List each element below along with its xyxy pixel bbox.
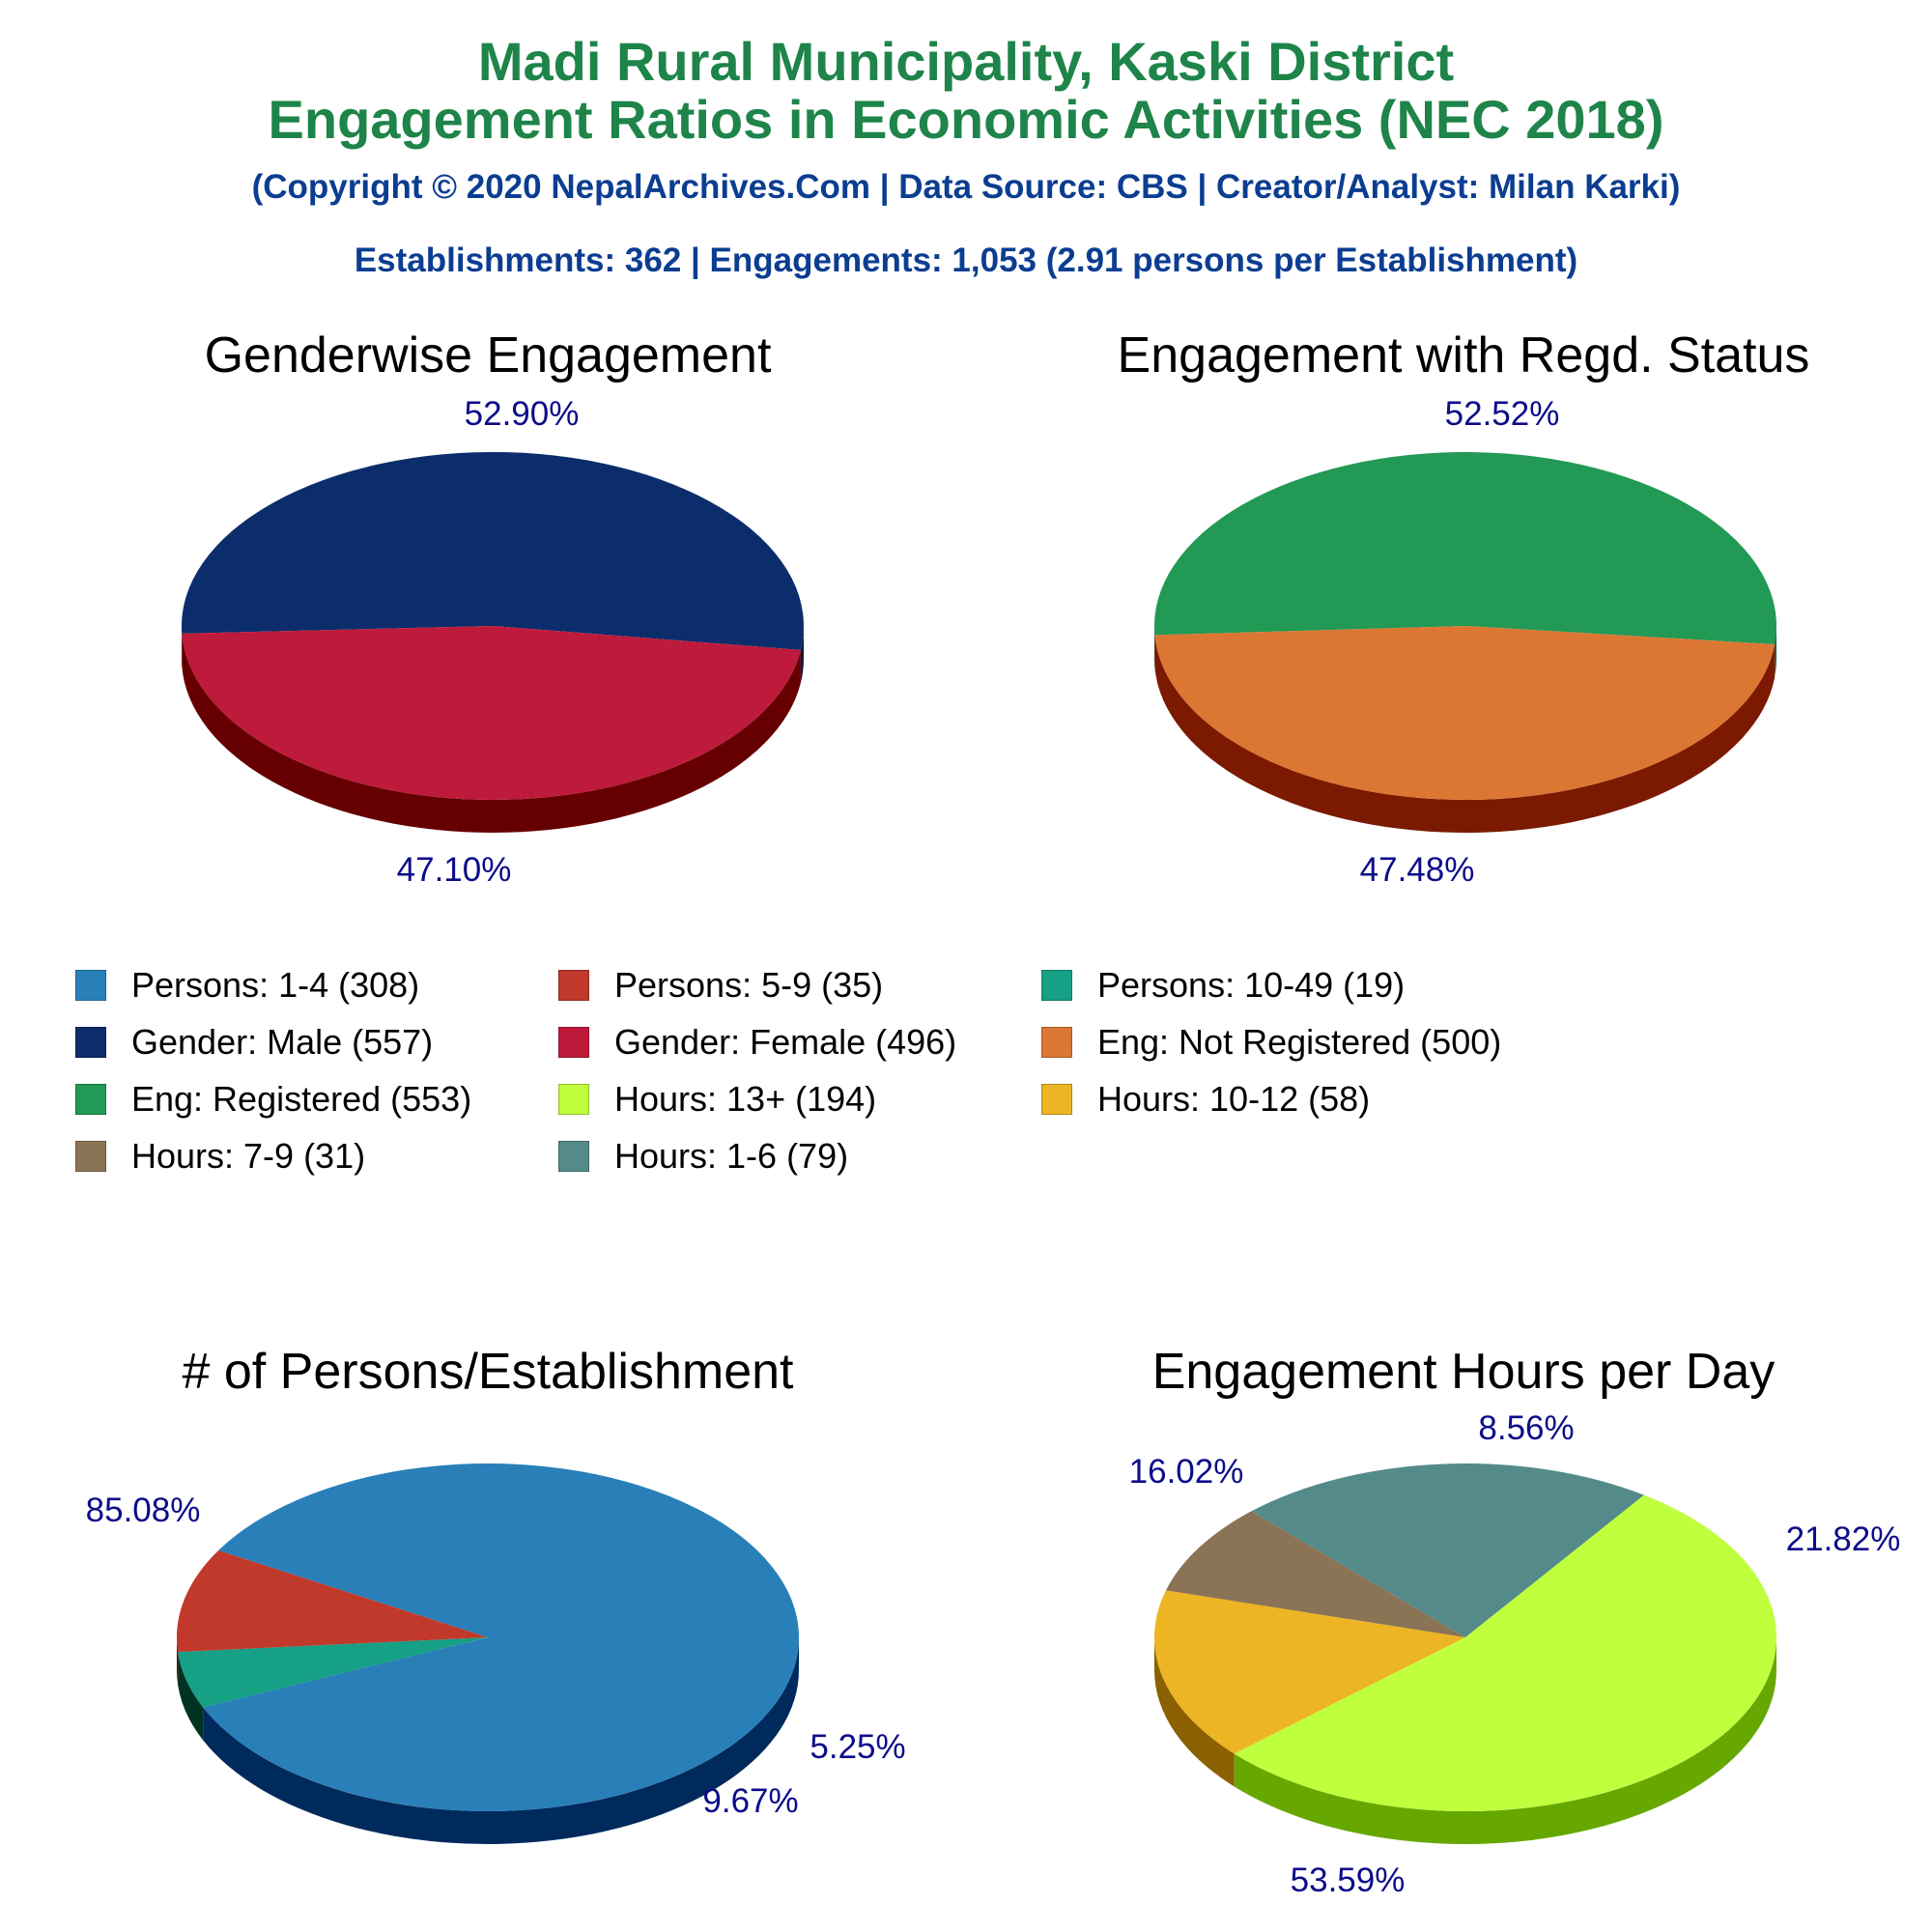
legend-item	[75, 966, 419, 1005]
legend-swatch	[75, 1027, 106, 1058]
copyright-line: (Copyright © 2020 NepalArchives.Com | Data Source: CBS | Creator/Analyst: Milan Karki)	[251, 168, 1681, 206]
pie-percent-label: 5.25%	[810, 1728, 906, 1766]
legend-label: Gender: Female (496)	[614, 1022, 957, 1062]
pie-percent-label: 52.52%	[1444, 395, 1560, 433]
legend-item	[1041, 966, 1405, 1005]
legend-swatch	[1041, 1027, 1072, 1058]
legend-item	[75, 1137, 365, 1176]
pie-percent-label: 85.08%	[85, 1492, 201, 1529]
legend-item	[1041, 1080, 1370, 1119]
pie-percent-label: 53.59%	[1290, 1861, 1406, 1899]
chart-title-hours: Engagement Hours per Day	[1151, 1344, 1776, 1400]
chart-title-regd: Engagement with Regd. Status	[1117, 327, 1810, 384]
title-line-2: Engagement Ratios in Economic Activities (NEC 2018)	[268, 89, 1664, 150]
legend-label: Hours: 7-9 (31)	[131, 1136, 366, 1176]
legend-label: Persons: 1-4 (308)	[131, 965, 420, 1005]
pie-slice	[1154, 452, 1776, 644]
pie-persons	[86, 1463, 906, 1844]
pie-hours	[1129, 1409, 1901, 1899]
pie-gender	[182, 395, 804, 889]
legend-swatch	[75, 1141, 106, 1172]
legend-item	[1041, 1023, 1501, 1062]
legend-label: Eng: Registered (553)	[131, 1079, 472, 1119]
legend-item	[558, 1137, 848, 1176]
legend-swatch	[1041, 1084, 1072, 1115]
pie-percent-label: 9.67%	[702, 1782, 799, 1820]
legend-item	[558, 1023, 956, 1062]
legend-swatch	[558, 970, 589, 1001]
legend-swatch	[558, 1084, 589, 1115]
legend-label: Eng: Not Registered (500)	[1097, 1022, 1502, 1062]
pie-percent-label: 16.02%	[1128, 1453, 1244, 1491]
legend-item	[75, 1023, 433, 1062]
chart-title-gender: Genderwise Engagement	[204, 327, 772, 384]
pie-percent-label: 21.82%	[1785, 1520, 1901, 1558]
legend-label: Hours: 1-6 (79)	[614, 1136, 849, 1176]
legend-label: Hours: 13+ (194)	[614, 1079, 877, 1119]
pie-percent-label: 8.56%	[1478, 1409, 1575, 1447]
title-line-1: Madi Rural Municipality, Kaski District	[477, 31, 1455, 92]
legend-item	[75, 1080, 471, 1119]
pie-regd-status	[1154, 395, 1776, 889]
pie-percent-label: 47.48%	[1359, 851, 1475, 889]
legend-swatch	[75, 970, 106, 1001]
pie-slice	[182, 452, 804, 650]
legend-label: Persons: 10-49 (19)	[1097, 965, 1406, 1005]
chart-title-persons: # of Persons/Establishment	[182, 1344, 794, 1400]
legend-label: Gender: Male (557)	[131, 1022, 434, 1062]
legend-swatch	[558, 1027, 589, 1058]
summary-line: Establishments: 362 | Engagements: 1,053 (2.91 persons per Establishment)	[354, 242, 1578, 279]
legend-item	[558, 1080, 876, 1119]
legend-item	[558, 966, 883, 1005]
legend-swatch	[1041, 970, 1072, 1001]
legend-swatch	[558, 1141, 589, 1172]
legend-label: Hours: 10-12 (58)	[1097, 1079, 1371, 1119]
pie-percent-label: 52.90%	[464, 395, 580, 433]
pie-percent-label: 47.10%	[396, 851, 512, 889]
legend-label: Persons: 5-9 (35)	[614, 965, 884, 1005]
legend-swatch	[75, 1084, 106, 1115]
